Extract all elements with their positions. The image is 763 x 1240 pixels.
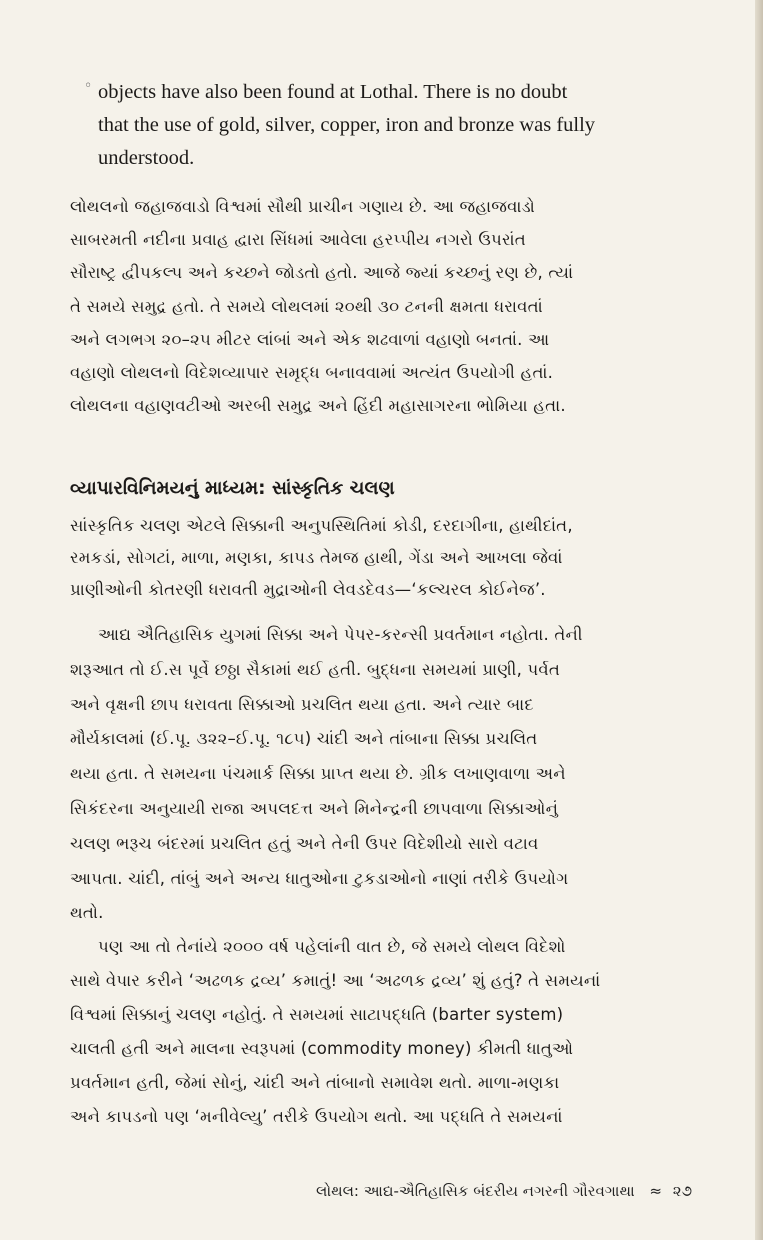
text-line: થતો. (70, 903, 104, 923)
text-line: સાથે વેપાર કરીને ‘અઢળક દ્રવ્ય’ કમાતું! આ ‘અઢળક દ્રવ્ય’ શું હતું? તે સમયનાં (70, 971, 601, 990)
text-line: વહાણો લોથલનો વિદેશવ્યાપાર સમૃદ્ધ બનાવવામાં અત્યંત ઉપયોગી હતાં. (70, 363, 554, 383)
running-title: લોથલ: આદ્ય-ઐતિહાસિક બંદરીય નગરની ગૌરવગાથા (315, 1182, 635, 1200)
footer-separator: ≈ (649, 1182, 662, 1200)
text-line: મૌર્યકાલમાં (ઈ.પૂ. ૩૨૨–ઈ.પૂ. ૧૮૫) ચાંદી અને તાંબાના સિક્કા પ્રચલિત (70, 729, 538, 749)
text-line: understood. (98, 147, 195, 169)
english-quote-block (98, 76, 693, 175)
text-line: પ્રાણીઓની કોતરણી ધરાવતી મુદ્રાઓની લેવડદેવડ—‘કલ્ચરલ કોઈનેજ’. (70, 580, 546, 599)
text-line: થયા હતા. તે સમયના પંચમાર્ક સિક્કા પ્રાપ્ત થયા છે. ગ્રીક લખાણવાળા અને (70, 764, 566, 784)
text-line: તે સમયે સમુદ્ર હતો. તે સમયે લોથલમાં ૨૦થી ૩૦ ટનની ક્ષમતા ધરાવતાં (70, 296, 543, 316)
text-line: વિશ્વમાં સિક્કાનું ચલણ નહોતું. તે સમયમાં સાટાપદ્ધતિ (barter system) (70, 1005, 564, 1024)
running-footer (252, 1182, 692, 1200)
paragraph-barter-system (70, 930, 700, 1134)
text-line: આદ્ય ઐતિહાસિક યુગમાં સિક્કા અને પેપર-કરન્સી પ્રવર્તમાન નહોતા. તેની (98, 625, 583, 644)
text-line: આપતા. ચાંદી, તાંબું અને અન્ય ધાતુઓના ટુકડાઓનો નાણાં તરીકે ઉપયોગ (70, 868, 569, 888)
text-line: પણ આ તો તેનાંયે ૨૦૦૦ વર્ષ પહેલાંની વાત છે, જે સમયે લોથલ વિદેશો (98, 937, 566, 956)
text-line: સિકંદરના અનુયાયી રાજા અપલદત્ત અને મિનેન્દ્રની છાપવાળા સિક્કાઓનું (70, 798, 559, 818)
paragraph-coin-history (70, 618, 700, 931)
text-line: લોથલના વહાણવટીઓ અરબી સમુદ્ર અને હિંદી મહાસાગરના ભોમિયા હતા. (70, 396, 566, 416)
text-line: અને લગભગ ૨૦–૨૫ મીટર લાંબાં અને એક શઢવાળાં વહાણો બનતાં. આ (70, 329, 550, 349)
text-line: ચાલતી હતી અને માલના સ્વરૂપમાં (commodity money) કીમતી ધાતુઓ (70, 1039, 574, 1058)
text-line: અને વૃક્ષની છાપ ધરાવતા સિક્કાઓ પ્રચલિત થયા હતા. અને ત્યાર બાદ (70, 694, 534, 714)
text-line: સૌરાષ્ટ્ર દ્વીપકલ્પ અને કચ્છને જોડતો હતો. આજે જ્યાં કચ્છનું રણ છે, ત્યાં (70, 263, 574, 283)
page-number: ૨૭ (672, 1182, 692, 1200)
paragraph-cultural-coinage (70, 510, 700, 606)
paragraph-dockyard (70, 190, 700, 422)
text-line: રમકડાં, સોગટાં, માળા, મણકા, કાપડ તેમજ હાથી, ગેંડા અને આખલા જેવાં (70, 548, 563, 567)
page-edge (755, 0, 763, 1240)
text-line: ચલણ ભરૂચ બંદરમાં પ્રચલિત હતું અને તેની ઉપર વિદેશીયો સારો વટાવ (70, 833, 539, 853)
text-line: objects have also been found at Lothal. There is no doubt (98, 81, 568, 103)
text-line: અને કાપડનો પણ ‘મનીવેલ્યુ’ તરીકે ઉપયોગ થતો. આ પદ્ધતિ તે સમયનાં (70, 1107, 563, 1126)
text-line: સાંસ્કૃતિક ચલણ એટલે સિક્કાની અનુપસ્થિતિમાં કોડી, દરદાગીના, હાથીદાંત, (70, 516, 573, 535)
section-heading: વ્યાપારવિનિમયનું માધ્યમ: સાંસ્કૃતિક ચલણ (70, 478, 395, 499)
text-line: સાબરમતી નદીના પ્રવાહ દ્વારા સિંધમાં આવેલા હરપ્પીય નગરો ઉપરાંત (70, 230, 526, 250)
bullet-mark: ◦ (84, 78, 93, 94)
text-line: શરૂઆત તો ઈ.સ પૂર્વે છઠ્ઠા સૈકામાં થઈ હતી. બુદ્ધના સમયમાં પ્રાણી, પર્વત (70, 659, 560, 679)
text-line: પ્રવર્તમાન હતી, જેમાં સોનું, ચાંદી અને તાંબાનો સમાવેશ થતો. માળા-મણકા (70, 1073, 560, 1092)
text-line: લોથલનો જહાજવાડો વિશ્વમાં સૌથી પ્રાચીન ગણાય છે. આ જહાજવાડો (70, 197, 536, 216)
text-line: that the use of gold, silver, copper, iron and bronze was fully (98, 114, 596, 136)
